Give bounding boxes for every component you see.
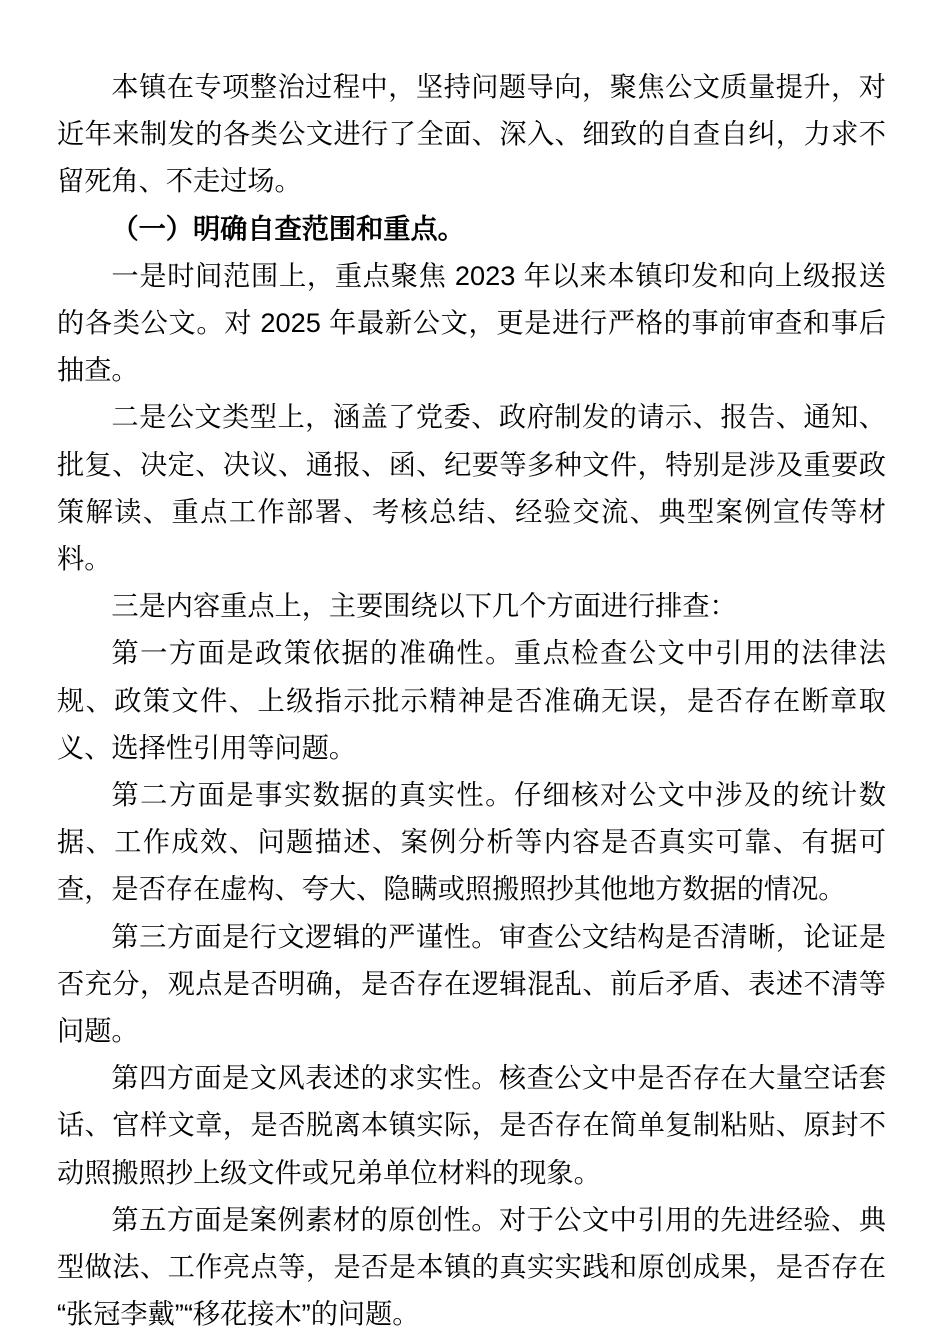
- section-heading-1: （一）明确自查范围和重点。: [111, 212, 465, 244]
- document-body: [57, 63, 886, 1337]
- paragraph-intro: 本镇在专项整治过程中，坚持问题导向，聚焦公文质量提升，对近年来制发的各类公文进行了全面、深入、细致的自查自纠，力求不留死角、不走过场。: [57, 71, 886, 197]
- paragraph-aspect-3: 第三方面是行文逻辑的严谨性。审查公文结构是否清晰，论证是否充分，观点是否明确，是否存在逻辑混乱、前后矛盾、表述不清等问题。: [57, 920, 886, 1047]
- paragraph-aspect-1: 第一方面是政策依据的准确性。重点检查公文中引用的法律法规、政策文件、上级指示批示精神是否准确无误，是否存在断章取义、选择性引用等问题。: [57, 637, 886, 763]
- paragraph-aspect-2: 第二方面是事实数据的真实性。仔细核对公文中涉及的统计数据、工作成效、问题描述、案例分析等内容是否真实可靠、有据可查，是否存在虚构、夸大、隐瞒或照搬照抄其他地方数据的情况。: [57, 779, 886, 905]
- paragraph-scope-content: 三是内容重点上，主要围绕以下几个方面进行排查：: [111, 590, 737, 622]
- paragraph-aspect-5: 第五方面是案例素材的原创性。对于公文中引用的先进经验、典型做法、工作亮点等，是否是本镇的真实实践和原创成果，是否存在“张冠李戴”“移花接木”的问题。: [57, 1203, 886, 1330]
- paragraph-scope-time: 一是时间范围上，重点聚焦 2023 年以来本镇印发和向上级报送的各类公文。对 2025 年最新公文，更是进行严格的事前审查和事后抽查。: [57, 259, 886, 386]
- paragraph-scope-type: 二是公文类型上，涵盖了党委、政府制发的请示、报告、通知、批复、决定、决议、通报、函、纪要等多种文件，特别是涉及重要政策解读、重点工作部署、考核总结、经验交流、典型案例宣传等材料。: [57, 401, 886, 575]
- paragraph-aspect-4: 第四方面是文风表述的求实性。核查公文中是否存在大量空话套话、官样文章，是否脱离本镇实际，是否存在简单复制粘贴、原封不动照搬照抄上级文件或兄弟单位材料的现象。: [57, 1062, 886, 1188]
